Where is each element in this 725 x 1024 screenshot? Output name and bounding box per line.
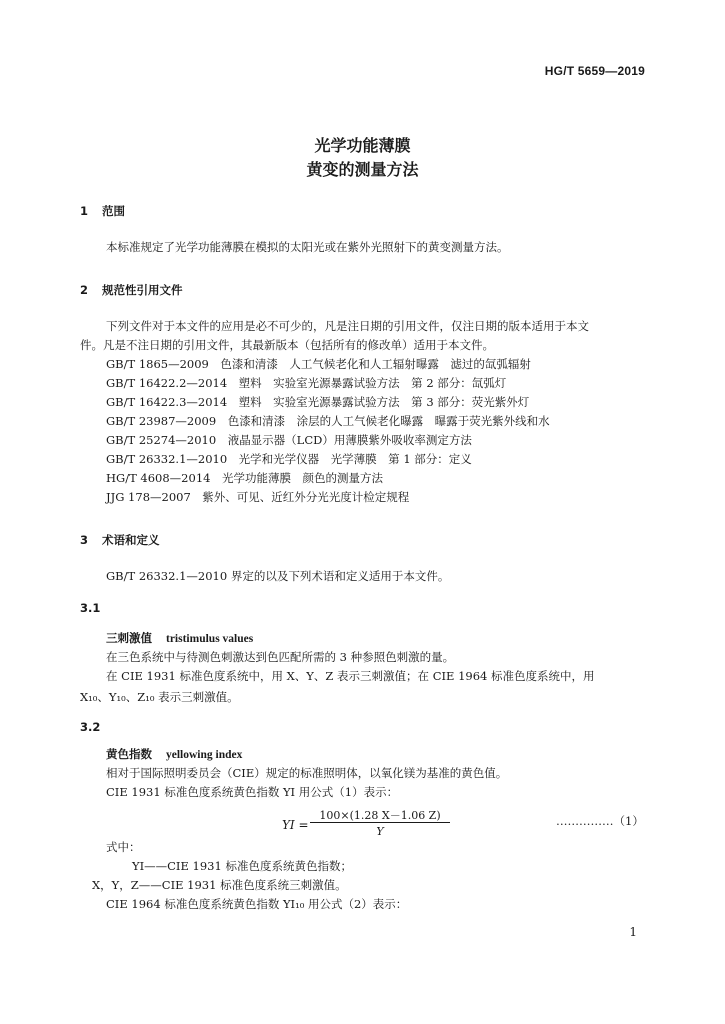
section-title: 术语和定义 <box>102 533 160 547</box>
term-en: tristimulus values <box>166 633 254 645</box>
term-3-1-note-line1: 在 CIE 1931 标准色度系统中，用 X、Y、Z 表示三刺激值；在 CIE 1964 标准色度系统中，用 <box>106 669 595 683</box>
reference-item: HG/T 4608—2014 光学功能薄膜 颜色的测量方法 <box>106 471 383 485</box>
section-title: 规范性引用文件 <box>102 283 183 297</box>
section-1-heading <box>80 203 125 219</box>
standard-code: HG/T 5659—2019 <box>544 64 645 78</box>
section-3-heading <box>80 532 160 548</box>
formula-lhs: YI = <box>282 818 309 832</box>
reference-item: JJG 178—2007 紫外、可见、近红外分光光度计检定规程 <box>106 490 410 504</box>
reference-item: GB/T 26332.1—2010 光学和光学仪器 光学薄膜 第 1 部分：定义 <box>106 452 472 466</box>
section-2-heading <box>80 282 183 298</box>
formula-2-intro: CIE 1964 标准色度系统黄色指数 YI₁₀ 用公式（2）表示： <box>106 897 408 911</box>
where-item-xyz: X，Y，Z——CIE 1931 标准色度系统三刺激值。 <box>92 878 347 892</box>
where-label: 式中： <box>106 840 141 854</box>
formula-numerator: 100×(1.28 X－1.06 Z) <box>319 809 441 822</box>
reference-item: GB/T 23987—2009 色漆和清漆 涂层的人工气候老化曝露 曝露于荧光紫外线和水 <box>106 414 550 428</box>
reference-item: GB/T 25274—2010 液晶显示器（LCD）用薄膜紫外吸收率测定方法 <box>106 433 472 447</box>
section-title: 范围 <box>102 204 125 218</box>
normative-intro-line2: 件。凡是不注日期的引用文件，其最新版本（包括所有的修改单）适用于本文件。 <box>80 338 494 352</box>
section-number: 2 <box>80 283 89 297</box>
term-3-2-definition: 相对于国际照明委员会（CIE）规定的标准照明体，以氧化镁为基准的黄色值。 <box>106 766 508 780</box>
reference-item: GB/T 1865—2009 色漆和清漆 人工气候老化和人工辐射曝露 滤过的氙弧辐射 <box>106 357 531 371</box>
doc-title-line2: 黄变的测量方法 <box>306 160 419 179</box>
term-3-1-definition: 在三色系统中与待测色刺激达到色匹配所需的 3 种参照色刺激的量。 <box>106 650 455 664</box>
section-number: 3 <box>80 533 89 547</box>
formula-1 <box>270 805 470 845</box>
scope-paragraph: 本标准规定了光学功能薄膜在模拟的太阳光或在紫外光照射下的黄变测量方法。 <box>106 240 509 254</box>
formula-1-intro: CIE 1931 标准色度系统黄色指数 YI 用公式（1）表示： <box>106 785 399 799</box>
fraction-bar <box>310 822 450 823</box>
term-en: yellowing index <box>166 749 243 761</box>
where-item-yi: YI——CIE 1931 标准色度系统黄色指数； <box>132 859 352 873</box>
terms-intro: GB/T 26332.1—2010 界定的以及下列术语和定义适用于本文件。 <box>106 569 450 583</box>
doc-title-line1: 光学功能薄膜 <box>314 136 411 155</box>
term-zh: 三刺激值 <box>106 631 152 645</box>
term-3-1-note-line2: X₁₀、Y₁₀、Z₁₀ 表示三刺激值。 <box>80 690 239 704</box>
normative-intro-line1: 下列文件对于本文件的应用是必不可少的，凡是注日期的引用文件，仅注日期的版本适用于本文 <box>106 319 589 333</box>
term-zh: 黄色指数 <box>106 747 152 761</box>
reference-item: GB/T 16422.3—2014 塑料 实验室光源暴露试验方法 第 3 部分：荧光紫外灯 <box>106 395 530 409</box>
page-number: 1 <box>629 925 637 939</box>
formula-denominator: Y <box>376 825 384 838</box>
equation-label: ……………（1） <box>556 814 644 828</box>
clause-3-1-number: 3.1 <box>80 601 101 615</box>
term-3-2-heading <box>106 747 242 762</box>
term-3-1-heading <box>106 631 253 646</box>
reference-item: GB/T 16422.2—2014 塑料 实验室光源暴露试验方法 第 2 部分：氙弧灯 <box>106 376 507 390</box>
clause-3-2-number: 3.2 <box>80 720 101 734</box>
section-number: 1 <box>80 204 89 218</box>
